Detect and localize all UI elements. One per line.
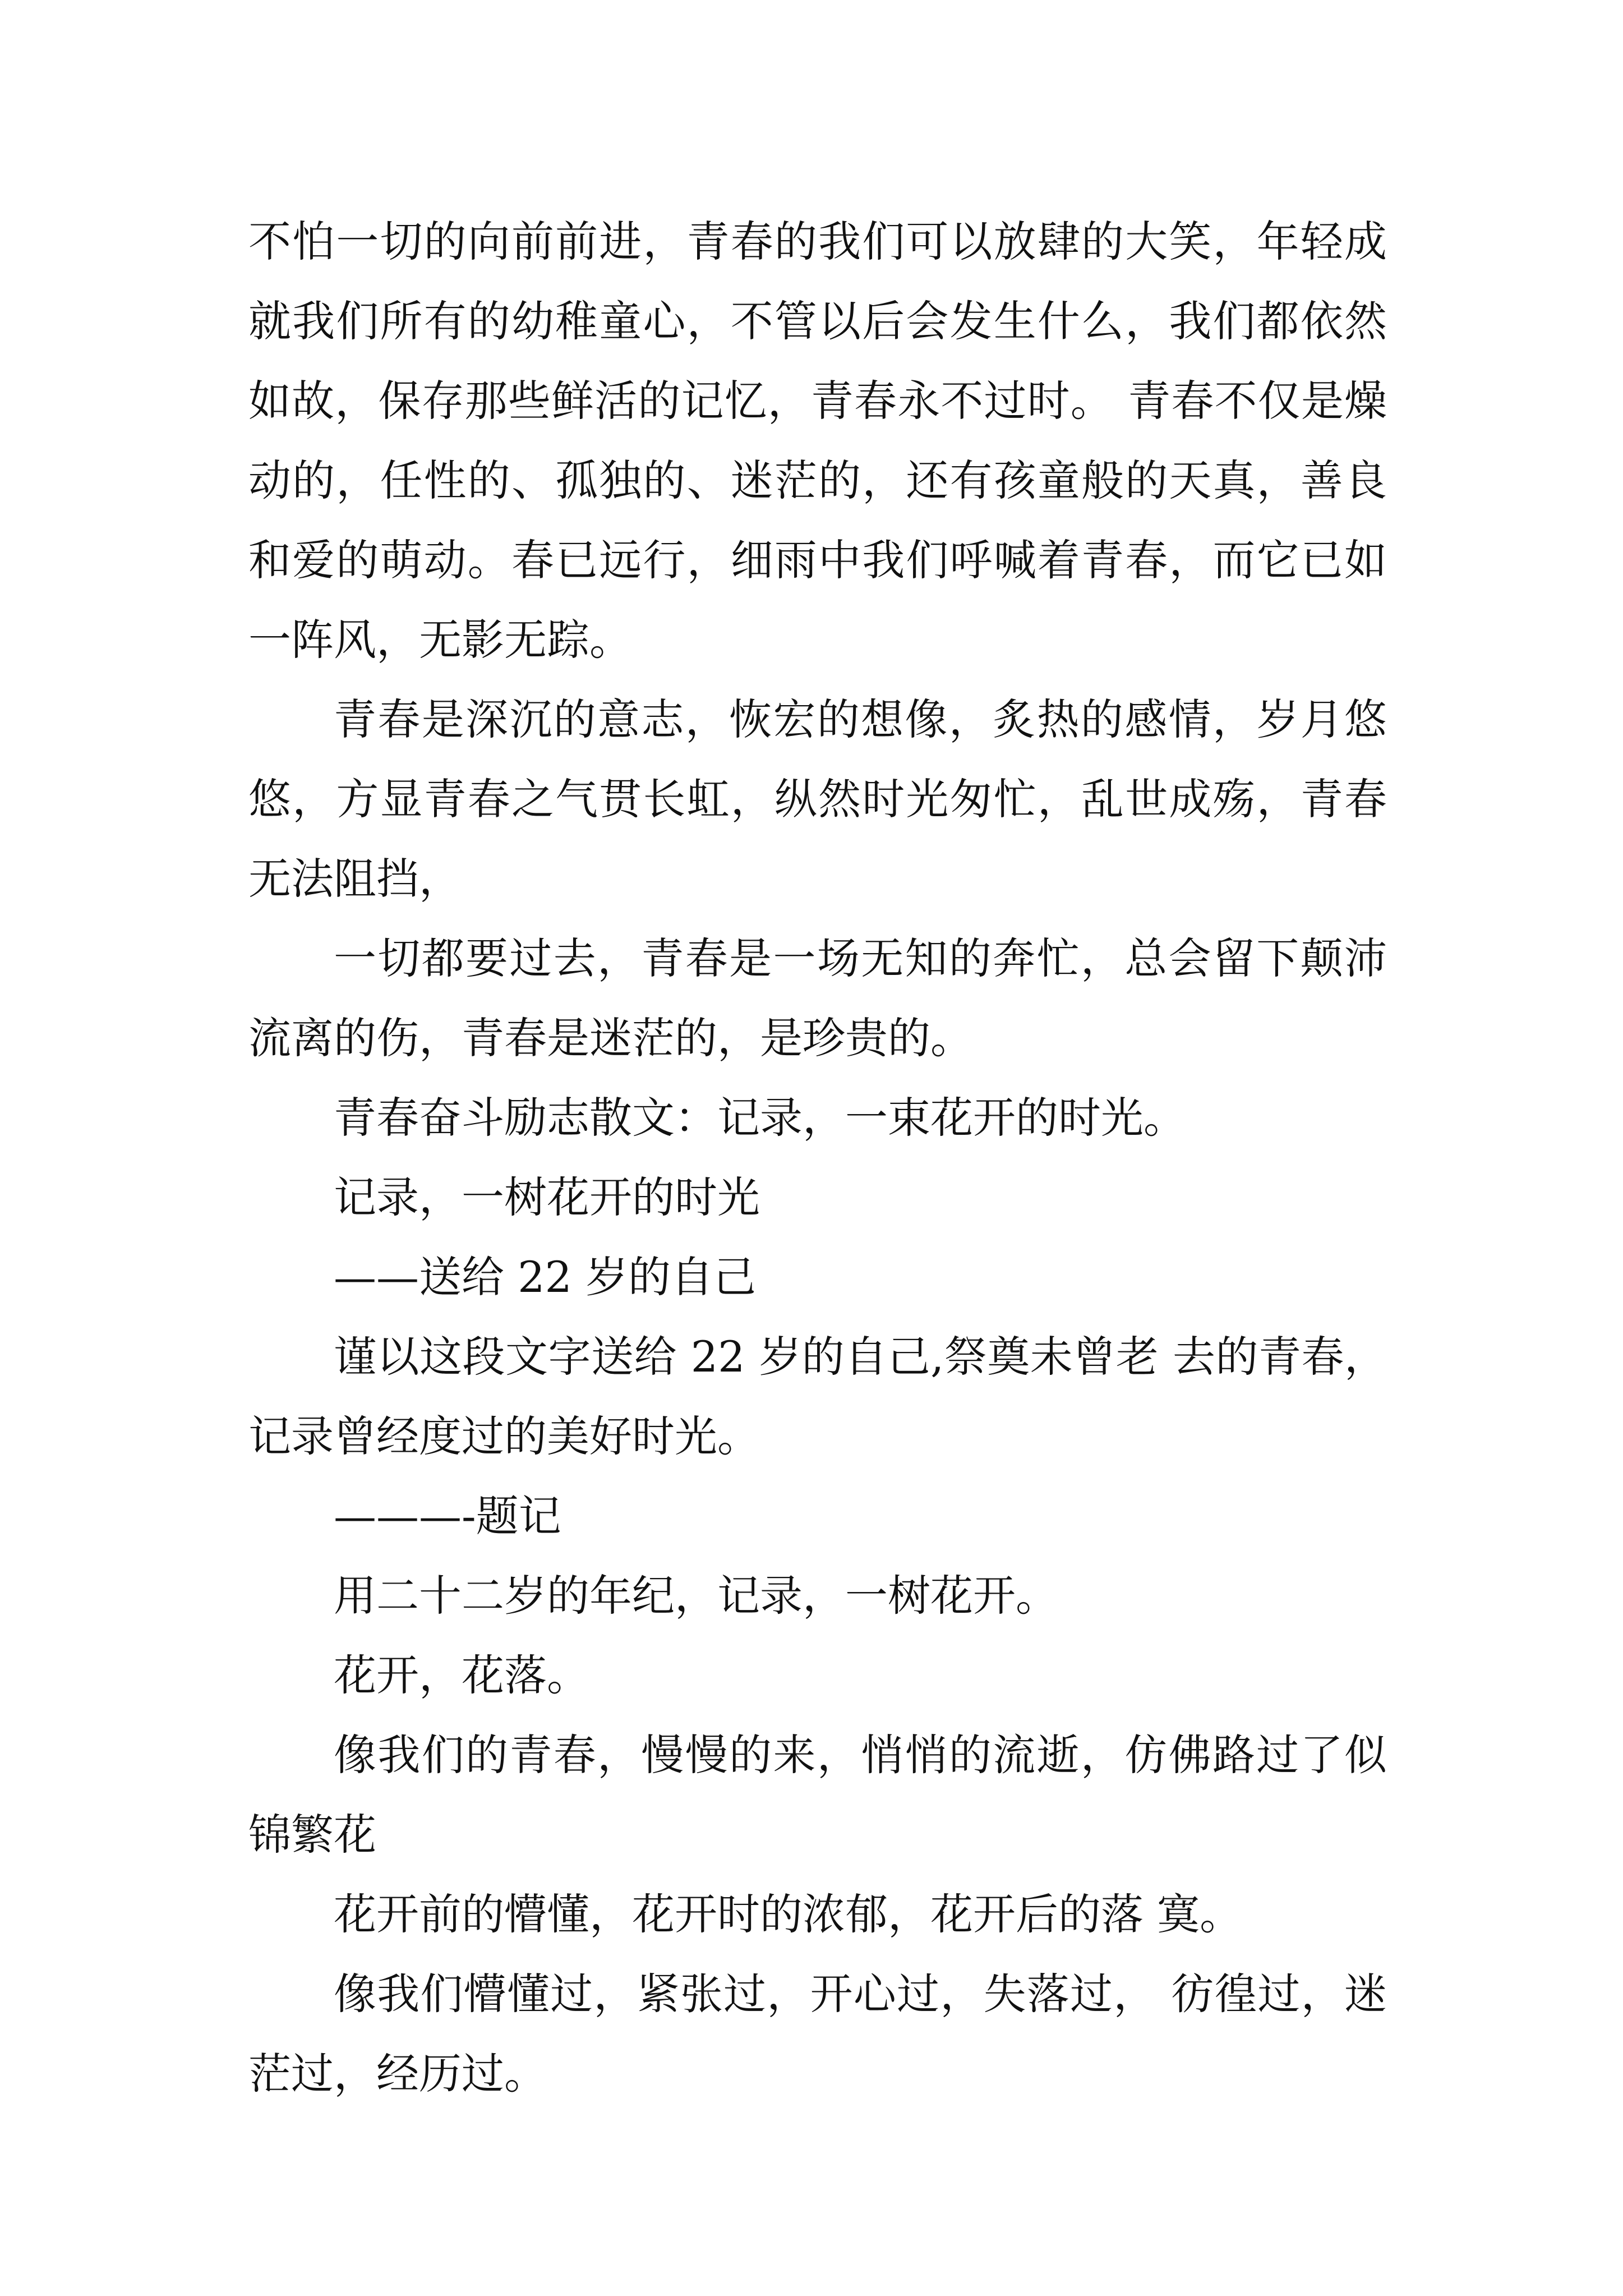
paragraph-experiences: 像我们懵懂过，紧张过，开心过，失落过， 彷徨过，迷茫过，经历过。: [248, 1969, 1387, 2099]
paragraph-bloom-fall: 花开，花落。: [334, 1650, 589, 1700]
paragraph-dedication: ——送给 22 岁的自己: [334, 1252, 757, 1302]
document-body: [248, 202, 1387, 2114]
paragraph-youth-will: 青春是深沉的意志，恢宏的想像，炙热的感情，岁月悠悠，方显青春之气贯长虹，纵然时光匆忙，乱世成殇，青春无法阻挡，: [248, 694, 1387, 904]
paragraph-everything-passes: 一切都要过去，青春是一场无知的奔忙，总会留下颠沛流离的伤，青春是迷茫的，是珍贵的。: [248, 933, 1387, 1063]
paragraph-inscription: 谨以这段文字送给 22 岁的自己,祭奠未曾老 去的青春，记录曾经度过的美好时光。: [248, 1332, 1387, 1461]
paragraph-twenty-two: 用二十二岁的年纪，记录，一树花开。: [334, 1571, 1058, 1621]
paragraph-youth-fearless: 不怕一切的向前前进，青春的我们可以放肆的大笑，年轻成就我们所有的幼稚童心，不管以后会发生什么，我们都依然如故，保存那些鲜活的记忆，青春永不过时。 青春不仅是燥动的，任性的、孤独的、迷茫的，还有孩童般的天真，善良和爱的萌动。春已远行，细雨中我们呼喊着青春，而它已如一阵风，无影无踪。: [248, 217, 1387, 665]
paragraph-title: 记录，一树花开的时光: [334, 1172, 760, 1222]
paragraph-essay-heading: 青春奋斗励志散文：记录，一束花开的时光。: [334, 1093, 1186, 1143]
paragraph-epigraph-sign: ———-题记: [334, 1491, 561, 1541]
paragraph-before-bloom: 花开前的懵懂，花开时的浓郁，花开后的落 寞。: [334, 1889, 1243, 1939]
paragraph-like-our-youth: 像我们的青春，慢慢的来，悄悄的流逝，仿佛路过了似锦繁花: [248, 1730, 1387, 1860]
